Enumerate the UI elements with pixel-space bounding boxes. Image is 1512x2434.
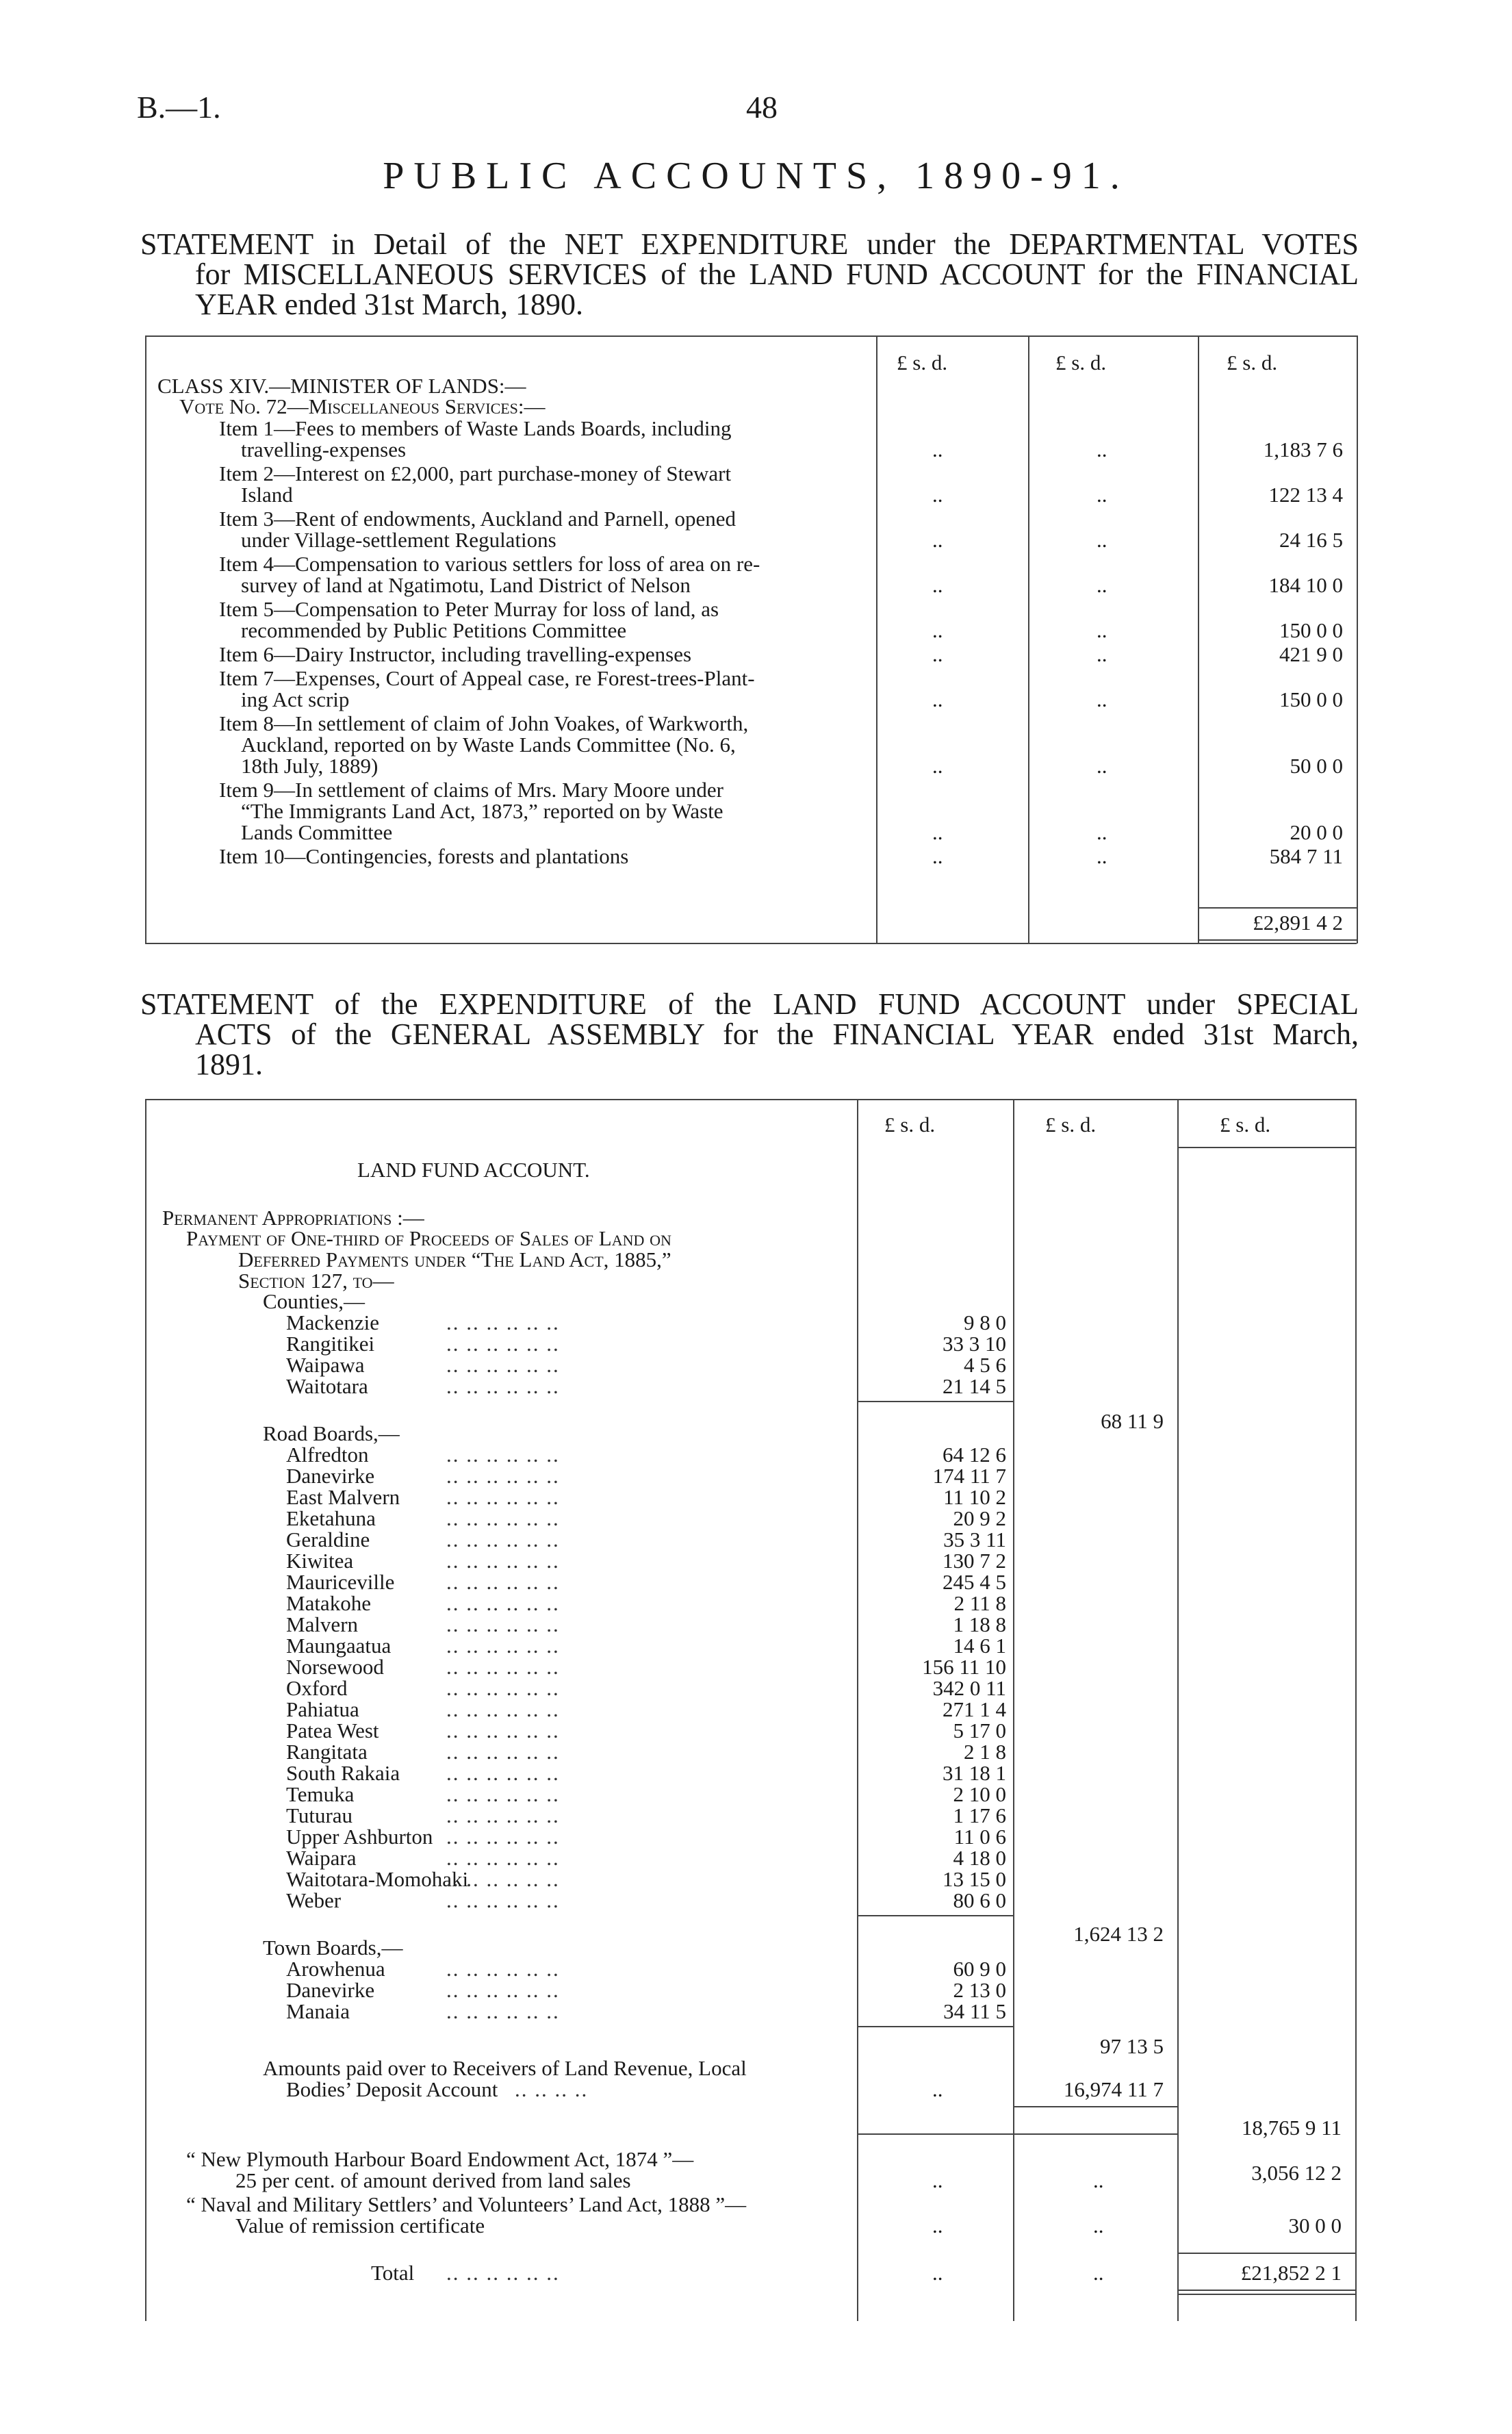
item-amount: 150 0 0 xyxy=(1279,687,1343,711)
leader-dots: .. .. .. .. .. .. xyxy=(446,1443,560,1467)
road-board-name: Temuka xyxy=(286,1782,355,1806)
item-amount: 1,183 7 6 xyxy=(1263,438,1343,461)
road-board-amount: 20 9 2 xyxy=(953,1506,1006,1530)
leader-dots: .. .. .. .. .. .. xyxy=(446,1803,560,1827)
item-col1: .. xyxy=(932,754,943,778)
leader-dots: .. .. .. .. .. .. xyxy=(446,1676,560,1700)
leader-dots: .. .. .. .. .. .. xyxy=(446,1485,560,1509)
road-board-name: East Malvern xyxy=(286,1485,400,1509)
leader-dots: .. .. .. .. .. .. xyxy=(446,1697,560,1721)
harbour-col2: .. xyxy=(1093,2168,1104,2192)
road-board-name: Rangitata xyxy=(286,1740,368,1764)
county-amount: 4 5 6 xyxy=(964,1353,1006,1377)
leader-dots: .. .. .. .. xyxy=(515,2077,589,2101)
table2-bottom-rule-2 xyxy=(1177,2294,1355,2295)
table2-header-rule xyxy=(1177,1147,1355,1148)
road-board-amount: 35 3 11 xyxy=(943,1527,1006,1551)
road-board-amount: 11 0 6 xyxy=(953,1825,1006,1849)
road-board-name: Oxford xyxy=(286,1676,348,1700)
road-board-name: Geraldine xyxy=(286,1527,370,1551)
leader-dots: .. .. .. .. .. .. xyxy=(446,1957,560,1981)
table1-currency-header: £ s. d. xyxy=(1055,351,1107,375)
county-name: Rangitikei xyxy=(286,1332,375,1356)
item-description-line: ing Act scrip xyxy=(241,687,350,711)
statement1-line3: YEAR ended 31st March, 1890. xyxy=(195,288,584,321)
table2-top-rule xyxy=(145,1099,1357,1100)
road-board-name: South Rakaia xyxy=(286,1761,400,1785)
road-board-name: Weber xyxy=(286,1888,342,1912)
table2-col-rule-1 xyxy=(857,1099,858,2321)
item-col1: .. xyxy=(932,844,943,868)
receivers-amount: 16,974 11 7 xyxy=(1063,2077,1164,2101)
payment-line: Section 127, to— xyxy=(238,1269,394,1293)
road-board-name: Norsewood xyxy=(286,1655,384,1679)
town-boards-title: Town Boards,— xyxy=(263,1936,403,1960)
item-description-line: Island xyxy=(241,483,293,507)
road-board-amount: 4 18 0 xyxy=(953,1846,1006,1870)
table-land-fund-account xyxy=(145,1099,1357,2324)
page-title: PUBLIC ACCOUNTS, 1890-91. xyxy=(383,155,1129,197)
item-description-line: Item 8—In settlement of claim of John Voakes, of Warkworth, xyxy=(219,711,749,735)
item-amount: 20 0 0 xyxy=(1290,820,1343,844)
leader-dots: .. .. .. .. .. .. xyxy=(446,1888,560,1912)
statement1-line1: STATEMENT in Detail of the NET EXPENDITURE under the DEPARTMENTAL VOTES xyxy=(140,227,1359,261)
receivers-line: Bodies’ Deposit Account xyxy=(286,2077,498,2101)
table2-currency-header: £ s. d. xyxy=(1220,1113,1271,1137)
county-amount: 21 14 5 xyxy=(943,1374,1006,1398)
item-col1: .. xyxy=(932,687,943,711)
item-col2: .. xyxy=(1097,687,1107,711)
road-board-amount: 64 12 6 xyxy=(943,1443,1006,1467)
leader-dots: .. .. .. .. .. .. xyxy=(446,1549,560,1573)
road-board-amount: 5 17 0 xyxy=(953,1719,1006,1742)
payment-line: Payment of One-third of Proceeds of Sales of Land on xyxy=(186,1226,671,1250)
permanent-appropriations-title: Permanent Appropriations :— xyxy=(162,1206,424,1230)
leader-dots: .. .. .. .. .. .. xyxy=(446,1655,560,1679)
town-subtotal-rule xyxy=(857,2026,1013,2027)
leader-dots: .. .. .. .. .. .. xyxy=(446,1782,560,1806)
counties-subtotal-rule xyxy=(857,1401,1013,1402)
table1-total: £2,891 4 2 xyxy=(1253,911,1343,935)
harbour-col1: .. xyxy=(932,2168,943,2192)
leader-dots: .. .. .. .. .. .. xyxy=(446,1310,560,1334)
item-description-line: “The Immigrants Land Act, 1873,” reported on by Waste xyxy=(241,799,723,823)
table2-currency-header: £ s. d. xyxy=(1045,1113,1097,1137)
road-board-amount: 342 0 11 xyxy=(932,1676,1006,1700)
item-col1: .. xyxy=(932,820,943,844)
road-board-amount: 2 1 8 xyxy=(964,1740,1006,1764)
item-description-line: survey of land at Ngatimotu, Land District of Nelson xyxy=(241,573,691,597)
table1-col-rule-1 xyxy=(876,335,877,943)
total-col2: .. xyxy=(1093,2261,1104,2285)
item-description-line: 18th July, 1889) xyxy=(241,754,379,778)
item-col2: .. xyxy=(1097,754,1107,778)
harbour-line: 25 per cent. of amount derived from land sales xyxy=(235,2168,631,2192)
table1-top-rule xyxy=(145,335,1357,337)
item-col2: .. xyxy=(1097,528,1107,552)
table2-col-rule-2 xyxy=(1013,1099,1014,2321)
harbour-amount: 3,056 12 2 xyxy=(1251,2161,1342,2185)
leader-dots: .. .. .. .. .. .. xyxy=(446,1761,560,1785)
leader-dots: .. .. .. .. .. .. xyxy=(446,1332,560,1356)
table1-right-rule xyxy=(1357,335,1358,943)
naval-amount: 30 0 0 xyxy=(1288,2214,1342,2237)
statement1-line2: for MISCELLANEOUS SERVICES of the LAND FUND ACCOUNT for the FINANCIAL xyxy=(195,257,1359,291)
item-amount: 50 0 0 xyxy=(1290,754,1343,778)
item-description-line: recommended by Public Petitions Committee xyxy=(241,618,627,642)
item-amount: 150 0 0 xyxy=(1279,618,1343,642)
naval-col1: .. xyxy=(932,2214,943,2237)
road-board-amount: 14 6 1 xyxy=(953,1634,1006,1658)
statement2-line1: STATEMENT of the EXPENDITURE of the LAND FUND ACCOUNT under SPECIAL xyxy=(140,987,1359,1021)
road-board-name: Kiwitea xyxy=(286,1549,354,1573)
item-col2: .. xyxy=(1097,642,1107,666)
item-col2: .. xyxy=(1097,618,1107,642)
road-board-name: Danevirke xyxy=(286,1464,375,1488)
leader-dots: .. .. .. .. .. .. xyxy=(446,1506,560,1530)
item-amount: 184 10 0 xyxy=(1268,573,1343,597)
table1-col-rule-2 xyxy=(1028,335,1029,943)
item-description-line: Auckland, reported on by Waste Lands Committee (No. 6, xyxy=(241,733,736,757)
town-board-name: Manaia xyxy=(286,1999,350,2023)
naval-line: Value of remission certificate xyxy=(235,2214,485,2237)
leader-dots: .. .. .. .. .. .. xyxy=(446,1846,560,1870)
road-board-amount: 80 6 0 xyxy=(953,1888,1006,1912)
leader-dots: .. .. .. .. .. .. xyxy=(446,1464,560,1488)
leader-dots: .. .. .. .. .. .. xyxy=(446,1978,560,2002)
road-board-name: Alfredton xyxy=(286,1443,369,1467)
road-board-amount: 271 1 4 xyxy=(943,1697,1006,1721)
payment-line: Deferred Payments under “The Land Act, 1885,” xyxy=(238,1247,671,1271)
road-boards-subtotal: 1,624 13 2 xyxy=(1073,1922,1164,1946)
harbour-line: “ New Plymouth Harbour Board Endowment Act, 1874 ”— xyxy=(186,2147,694,2171)
leader-dots: .. .. .. .. .. .. xyxy=(446,1719,560,1742)
leader-dots: .. .. .. .. .. .. xyxy=(446,1825,560,1849)
table1-currency-header: £ s. d. xyxy=(897,351,948,375)
table2-col-rule-3 xyxy=(1177,1099,1179,2321)
county-amount: 33 3 10 xyxy=(943,1332,1006,1356)
road-board-name: Patea West xyxy=(286,1719,379,1742)
town-board-amount: 60 9 0 xyxy=(953,1957,1006,1981)
vote-title: Vote No. 72—Miscellaneous Services:— xyxy=(179,394,546,418)
statement2-line2: ACTS of the GENERAL ASSEMBLY for the FINANCIAL YEAR ended 31st March, xyxy=(195,1017,1359,1051)
item-amount: 421 9 0 xyxy=(1279,642,1343,666)
item-amount: 122 13 4 xyxy=(1268,483,1343,507)
item-description-line: Item 6—Dairy Instructor, including travelling-expenses xyxy=(219,642,692,666)
town-board-name: Arowhenua xyxy=(286,1957,385,1981)
page-number: 48 xyxy=(746,90,778,125)
item-description-line: Item 3—Rent of endowments, Auckland and Parnell, opened xyxy=(219,507,736,531)
item-col2: .. xyxy=(1097,573,1107,597)
county-name: Waipawa xyxy=(286,1353,365,1377)
road-boards-title: Road Boards,— xyxy=(263,1421,400,1445)
receivers-dots: .. xyxy=(932,2077,943,2101)
leader-dots: .. .. .. .. .. .. xyxy=(446,1570,560,1594)
road-board-name: Maungaatua xyxy=(286,1634,392,1658)
table1-total-rule xyxy=(1198,907,1357,909)
road-board-amount: 11 10 2 xyxy=(943,1485,1006,1509)
road-board-name: Waipara xyxy=(286,1846,357,1870)
road-board-amount: 1 18 8 xyxy=(953,1612,1006,1636)
table2-bottom-rule xyxy=(1177,2290,1355,2291)
total-col1: .. xyxy=(932,2261,943,2285)
county-amount: 9 8 0 xyxy=(964,1310,1006,1334)
leader-dots: .. .. .. .. .. .. xyxy=(446,1634,560,1658)
road-board-name: Malvern xyxy=(286,1612,359,1636)
item-description-line: under Village-settlement Regulations xyxy=(241,528,556,552)
table1-bottom-rule xyxy=(145,943,1357,944)
town-boards-subtotal: 97 13 5 xyxy=(1100,2034,1164,2058)
leader-dots: .. .. .. .. .. .. xyxy=(446,1612,560,1636)
item-col1: .. xyxy=(932,573,943,597)
item-col1: .. xyxy=(932,483,943,507)
road-board-name: Pahiatua xyxy=(286,1697,359,1721)
grand-total: £21,852 2 1 xyxy=(1240,2261,1342,2285)
town-board-name: Danevirke xyxy=(286,1978,375,2002)
item-col1: .. xyxy=(932,438,943,461)
item-description-line: Item 4—Compensation to various settlers for loss of area on re- xyxy=(219,552,760,576)
road-board-amount: 245 4 5 xyxy=(943,1570,1006,1594)
table1-col-rule-3 xyxy=(1198,335,1199,943)
item-col1: .. xyxy=(932,618,943,642)
road-board-name: Mauriceville xyxy=(286,1570,395,1594)
road-board-amount: 2 11 8 xyxy=(953,1591,1006,1615)
item-description-line: travelling-expenses xyxy=(241,438,407,461)
item-amount: 584 7 11 xyxy=(1269,844,1343,868)
table1-left-rule xyxy=(145,335,146,943)
leader-dots: .. .. .. .. .. .. xyxy=(446,2261,560,2285)
road-board-name: Waitotara-Momohaki xyxy=(286,1867,469,1891)
leader-dots: .. .. .. .. .. .. xyxy=(446,1353,560,1377)
leader-dots: .. .. .. .. .. .. xyxy=(446,1867,560,1891)
table2-left-rule xyxy=(145,1099,146,2321)
road-board-name: Tuturau xyxy=(286,1803,353,1827)
leader-dots: .. .. .. .. .. .. xyxy=(446,1527,560,1551)
town-board-amount: 2 13 0 xyxy=(953,1978,1006,2002)
item-col2: .. xyxy=(1097,844,1107,868)
item-col1: .. xyxy=(932,642,943,666)
leader-dots: .. .. .. .. .. .. xyxy=(446,1374,560,1398)
road-subtotal-rule xyxy=(857,1915,1013,1916)
road-board-amount: 156 11 10 xyxy=(922,1655,1006,1679)
road-board-amount: 13 15 0 xyxy=(943,1867,1006,1891)
account-title: LAND FUND ACCOUNT. xyxy=(357,1158,590,1182)
item-col2: .. xyxy=(1097,820,1107,844)
harbour-rule xyxy=(857,2133,1177,2135)
town-board-amount: 34 11 5 xyxy=(943,1999,1006,2023)
road-board-amount: 130 7 2 xyxy=(943,1549,1006,1573)
perm-subtotal-rule xyxy=(1013,2106,1177,2107)
county-name: Mackenzie xyxy=(286,1310,379,1334)
table-miscellaneous-services xyxy=(145,335,1357,952)
table2-currency-header: £ s. d. xyxy=(884,1113,936,1137)
naval-line: “ Naval and Military Settlers’ and Volunteers’ Land Act, 1888 ”— xyxy=(186,2192,747,2216)
item-description-line: Item 7—Expenses, Court of Appeal case, re Forest-trees-Plant- xyxy=(219,666,755,690)
item-amount: 24 16 5 xyxy=(1279,528,1343,552)
table1-double-rule xyxy=(1198,939,1357,941)
leader-dots: .. .. .. .. .. .. xyxy=(446,1740,560,1764)
table2-right-rule xyxy=(1355,1099,1357,2321)
table1-currency-header: £ s. d. xyxy=(1227,351,1278,375)
road-board-amount: 2 10 0 xyxy=(953,1782,1006,1806)
statement1-heading xyxy=(140,229,1359,320)
total-rule xyxy=(1177,2253,1355,2254)
road-board-amount: 174 11 7 xyxy=(932,1464,1006,1488)
item-description-line: Item 2—Interest on £2,000, part purchase-money of Stewart xyxy=(219,461,732,485)
receivers-line: Amounts paid over to Receivers of Land Revenue, Local xyxy=(263,2056,747,2080)
class-title: CLASS XIV.—MINISTER OF LANDS:— xyxy=(157,374,526,398)
counties-title: Counties,— xyxy=(263,1289,365,1313)
item-description-line: Lands Committee xyxy=(241,820,393,844)
road-board-amount: 31 18 1 xyxy=(943,1761,1006,1785)
county-name: Waitotara xyxy=(286,1374,368,1398)
statement2-heading xyxy=(140,989,1359,1080)
road-board-amount: 1 17 6 xyxy=(953,1803,1006,1827)
item-col2: .. xyxy=(1097,438,1107,461)
statement2-line3: 1891. xyxy=(195,1048,263,1081)
road-board-name: Upper Ashburton xyxy=(286,1825,433,1849)
item-description-line: Item 9—In settlement of claims of Mrs. Mary Moore under xyxy=(219,778,723,802)
item-description-line: Item 1—Fees to members of Waste Lands Boards, including xyxy=(219,416,732,440)
item-description-line: Item 10—Contingencies, forests and plantations xyxy=(219,844,629,868)
permanent-total: 18,765 9 11 xyxy=(1241,2116,1342,2140)
road-board-name: Matakohe xyxy=(286,1591,371,1615)
naval-col2: .. xyxy=(1093,2214,1104,2237)
document-code: B.—1. xyxy=(137,90,221,125)
road-board-name: Eketahuna xyxy=(286,1506,376,1530)
item-description-line: Item 5—Compensation to Peter Murray for loss of land, as xyxy=(219,597,719,621)
item-col2: .. xyxy=(1097,483,1107,507)
item-col1: .. xyxy=(932,528,943,552)
leader-dots: .. .. .. .. .. .. xyxy=(446,1591,560,1615)
leader-dots: .. .. .. .. .. .. xyxy=(446,1999,560,2023)
total-label: Total xyxy=(371,2261,415,2285)
counties-subtotal: 68 11 9 xyxy=(1101,1409,1164,1433)
